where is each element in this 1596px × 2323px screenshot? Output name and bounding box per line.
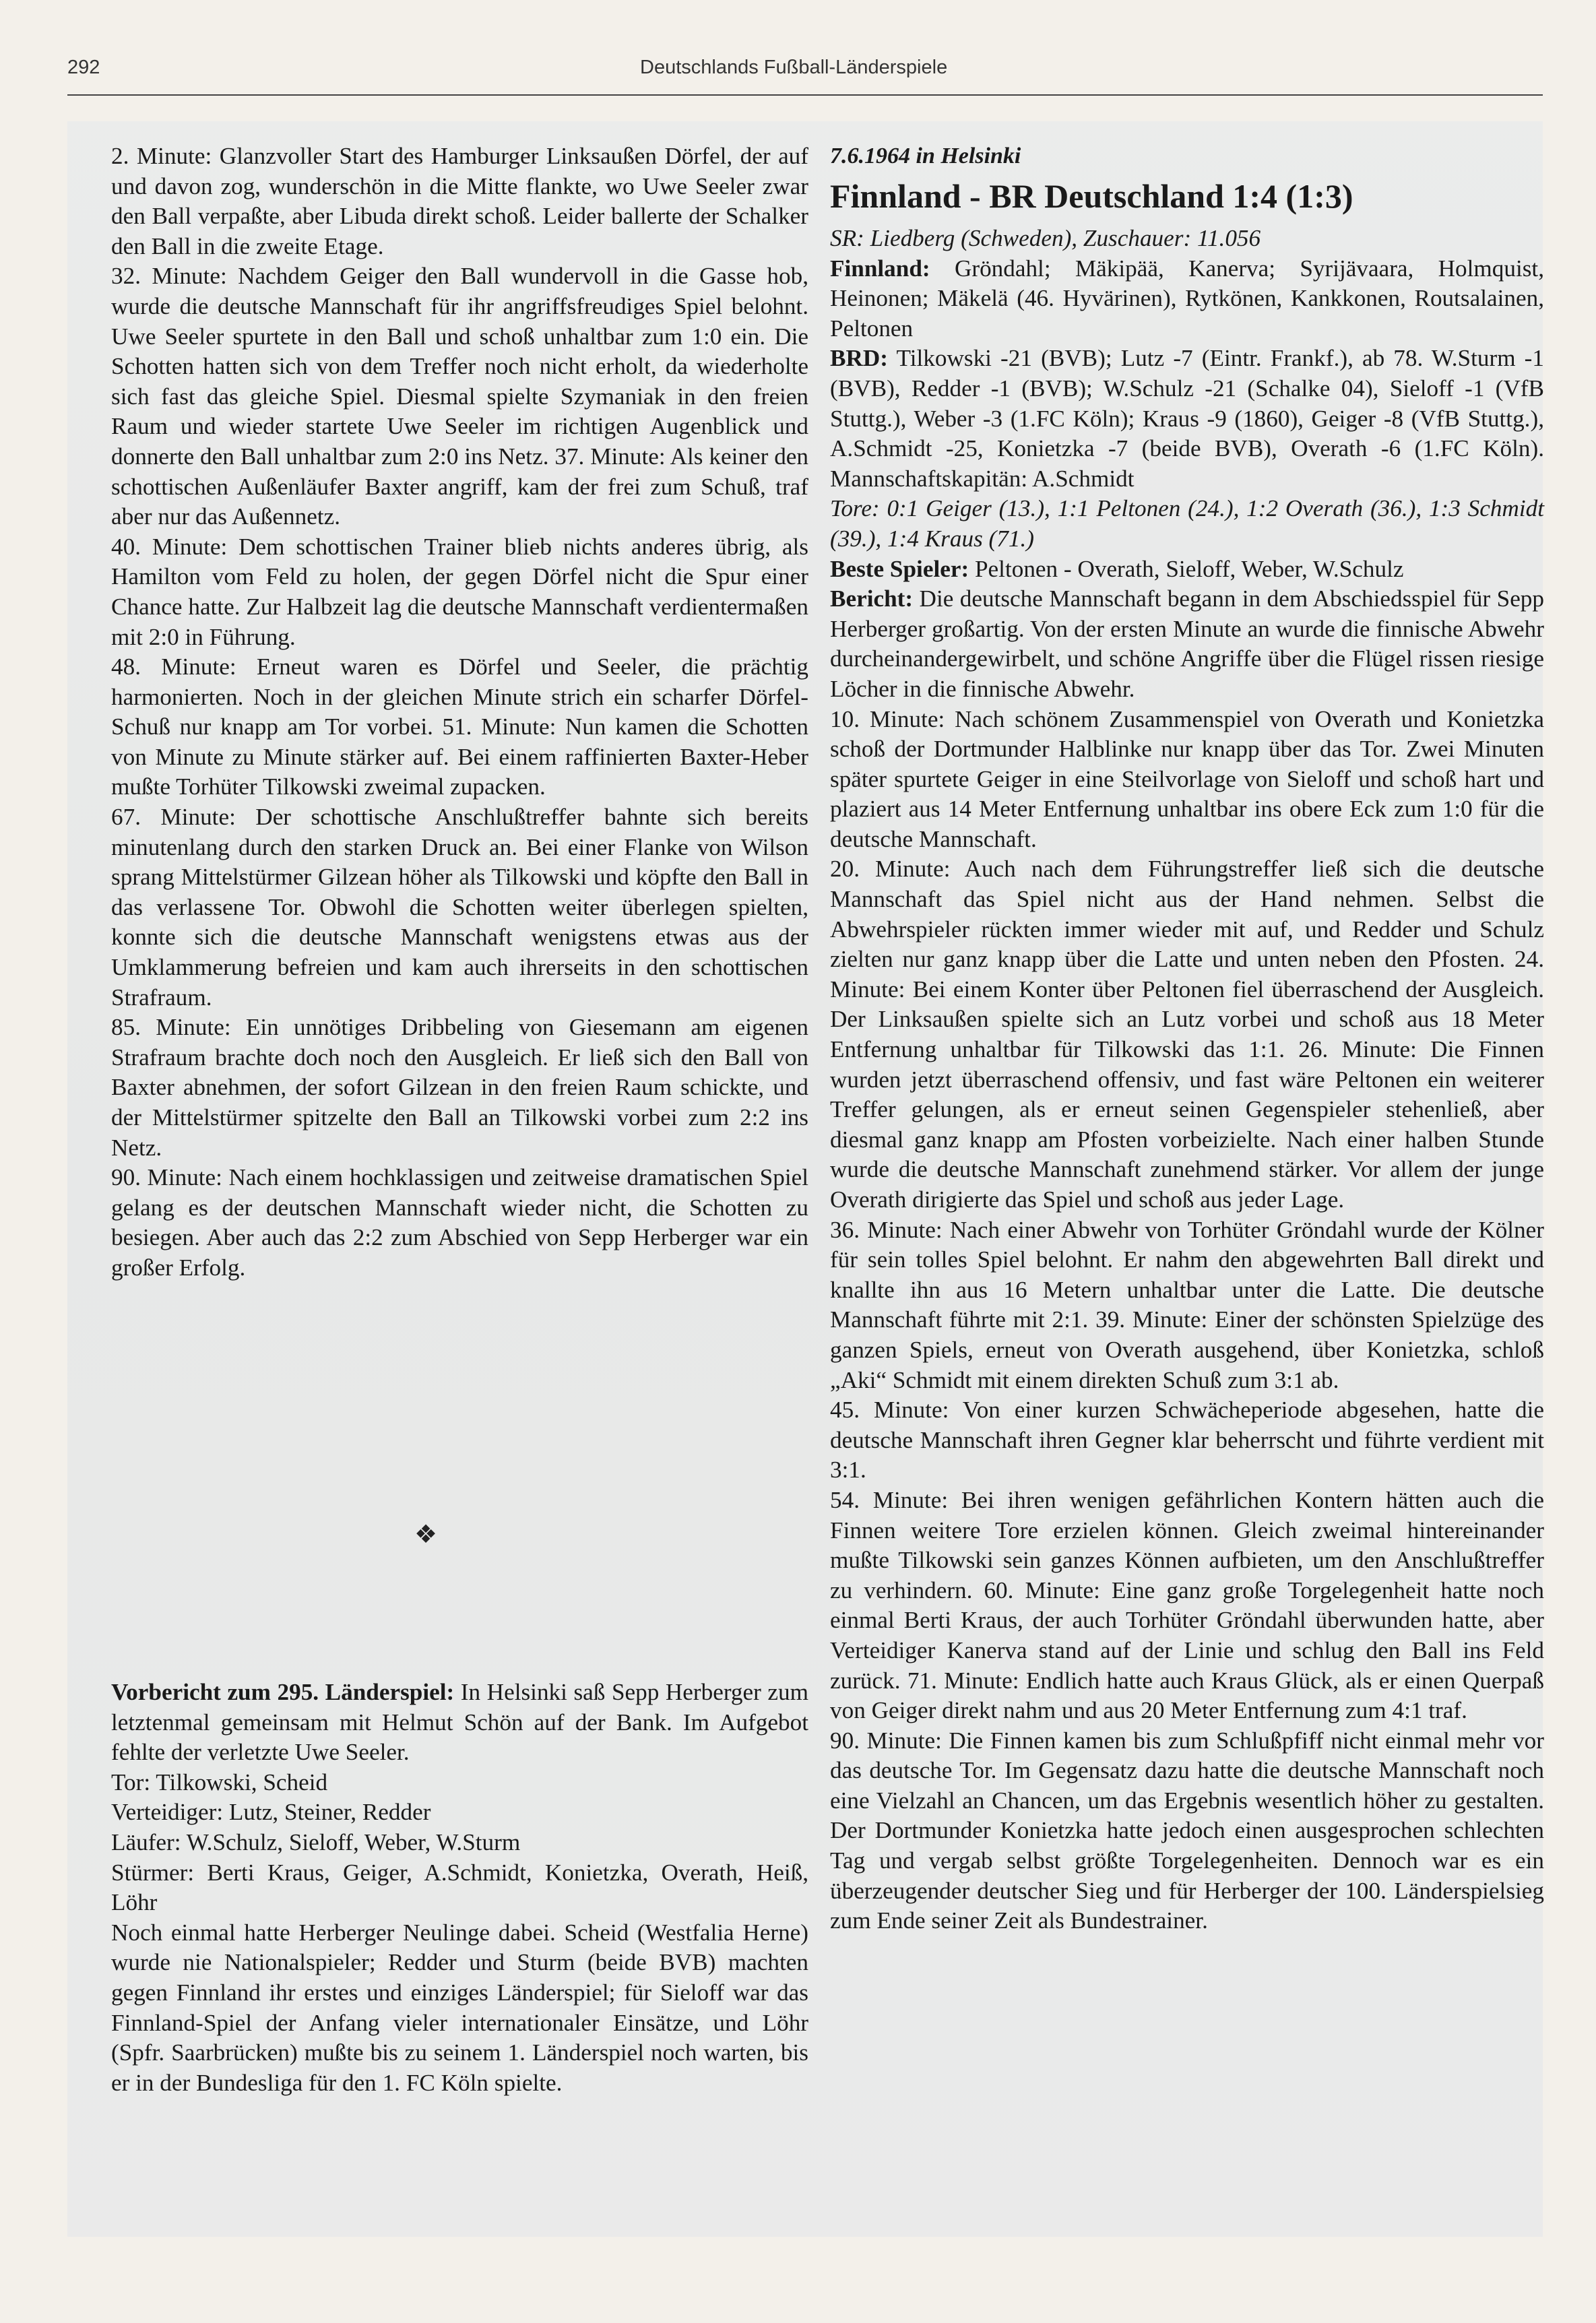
squad-line: Stürmer: Berti Kraus, Geiger, A.Schmidt, Konietzka, Overath, Heiß, Löhr xyxy=(111,1859,808,1916)
best-players-paragraph xyxy=(830,554,1544,585)
right-column xyxy=(830,141,1544,1936)
report-paragraph: 54. Minute: Bei ihren wenigen gefährlichen Kontern hätten auch die Finnen weitere Tore erzielen können. Gleich zweimal hintereinander mußte Tilkowski sein ganzes Können aufbieten, um den Anschlußtreffer zu verhindern. 60. Minute: Eine ganz große Torgelegenheit hatte noch einmal Berti Kraus, der auch Torhüter Gröndahl überwunden hatte, aber Verteidiger Kanerva stand auf der Linie und schlug den Ball ins Feld zurück. 71. Minute: Endlich hatte auch Kraus Glück, als er einen Querpaß von Geiger direkt nahm und aus 20 Meter Entfernung zum 4:1 traf. xyxy=(830,1486,1544,1724)
match-title: Finnland - BR Deutschland 1:4 (1:3) xyxy=(830,177,1353,215)
squad-line: Läufer: W.Schulz, Sieloff, Weber, W.Sturm xyxy=(111,1828,521,1855)
report-intro-paragraph xyxy=(830,584,1544,704)
running-title: Deutschlands Fußball-Länderspiele xyxy=(640,57,948,78)
brd-lineup: Tilkowski -21 (BVB); Lutz -7 (Eintr. Frankf.), ab 78. W.Sturm -1 (BVB), Redder -1 (BVB); W.Schulz -21 (Schalke 04), Sieloff -1 (VfB Stuttg.), Weber -3 (1.FC Köln); Kraus -9 (1860), Geiger -8 (VfB Stuttg.), A.Schmidt -25, Konietzka -7 (beide BVB), Overath -6 (1.FC Köln). Mannschaftskapitän: A.Schmidt xyxy=(830,345,1544,492)
left-paragraph: 48. Minute: Erneut waren es Dörfel und Seeler, die prächtig harmonierten. Noch in der gleichen Minute strich ein scharfer Dörfel-Schuß nur knapp am Tor vorbei. 51. Minute: Nun kamen die Schotten von Minute zu Minute stärker auf. Bei einem raffinierten Baxter-Heber mußte Torhüter Tilkowski zweimal zupacken. xyxy=(111,654,808,800)
report-paragraph: 45. Minute: Von einer kurzen Schwächeperiode abgesehen, hatte die deutsche Mannschaft ihren Gegner klar beherrscht und führte verdient mit 3:1. xyxy=(830,1397,1544,1484)
finland-lineup: Gröndahl; Mäkipää, Kanerva; Syrijävaara, Holmquist, Heinonen; Mäkelä (46. Hyvärinen), Rytkönen, Kankkonen, Routsalainen, Peltonen xyxy=(830,255,1545,342)
header-rule xyxy=(67,94,1543,96)
left-paragraph: 85. Minute: Ein unnötiges Dribbeling von Giesemann am eigenen Strafraum brachte doch noch den Ausgleich. Er ließ sich den Ball von Baxter abnehmen, der sofort Gilzean in den freien Raum schickte, und der Mittelstürmer spitzelte den Ball an Tilkowski vorbei zum 2:2 ins Netz. xyxy=(111,1014,808,1161)
report-intro: Die deutsche Mannschaft begann in dem Abschiedsspiel für Sepp Herberger großartig. Von der ersten Minute an wurde die finnische Abwehr durcheinandergewirbelt, und schöne Angriffe über die Flügel rissen riesige Löcher in die finnische Abwehr. xyxy=(830,585,1544,702)
finland-label: Finnland: xyxy=(830,255,930,282)
left-paragraph: 67. Minute: Der schottische Anschlußtreffer bahnte sich bereits minutenlang durch den starken Druck an. Bei einer Flanke von Wilson sprang Mittelstürmer Gilzean höher als Tilkowski und köpfte den Ball in das verlassene Tor. Obwohl die Schotten weiter überlegen spielten, konnte sich die deutsche Mannschaft wenigstens etwas aus der Umklammerung befreien und kam auch ihrerseits in den schottischen Strafraum. xyxy=(111,804,808,1011)
page-header xyxy=(67,57,1543,97)
brd-label: BRD: xyxy=(830,345,889,372)
squad-line: Verteidiger: Lutz, Steiner, Redder xyxy=(111,1799,431,1826)
left-paragraph: 2. Minute: Glanzvoller Start des Hamburger Linksaußen Dörfel, der auf und davon zog, wunderschön in die Mitte flankte, wo Uwe Seeler zwar den Ball verpaßte, aber Libuda direkt schoß. Leider ballerte der Schalker den Ball in die zweite Etage. xyxy=(111,143,808,259)
report-paragraph: 90. Minute: Die Finnen kamen bis zum Schlußpfiff nicht einmal mehr vor das deutsche Tor. Im Gegensatz dazu hatte die deutsche Mannschaft noch eine Vielzahl an Chancen, um das Ergebnis wesentlich höher zu gestalten. Der Dortmunder Konietzka hatte jedoch einen ausgesprochen schlechten Tag und vergab selbst größte Torgelegenheiten. Dennoch war es ein überzeugender deutscher Sieg und für Herberger der 100. Länderspielsieg zum Ende seiner Zeit als Bundestrainer. xyxy=(830,1727,1544,1934)
brd-lineup-paragraph xyxy=(830,344,1544,494)
squad-line: Tor: Tilkowski, Scheid xyxy=(111,1769,328,1795)
report-paragraph: 36. Minute: Nach einer Abwehr von Torhüter Gröndahl wurde der Kölner für sein tolles Spiel belohnt. Er nahm den abgewehrten Ball direkt und knallte ihn aus 16 Metern unhaltbar unter die Latte. Die deutsche Mannschaft führte mit 2:1. 39. Minute: Einer der schönsten Spielzüge des ganzen Spiels, erneut von Overath ausgehend, über Konietzka, schloß „Aki“ Schmidt mit einem direkten Schuß zum 3:1 ab. xyxy=(830,1216,1544,1393)
goals-line: Tore: 0:1 Geiger (13.), 1:1 Peltonen (24.), 1:2 Overath (36.), 1:3 Schmidt (39.), 1:4 Kraus (71.) xyxy=(830,495,1544,552)
left-column xyxy=(111,141,808,1283)
preview-intro-paragraph xyxy=(111,1678,808,1768)
preview-section xyxy=(111,1678,808,2098)
report-label: Bericht: xyxy=(830,585,914,612)
report-paragraph: 10. Minute: Nach schönem Zusammenspiel von Overath und Konietzka schoß der Dortmunder Halblinke nur knapp über das Tor. Zwei Minuten später spurtete Geiger in eine Steilvorlage von Sieloff und schoß hart und plaziert aus 14 Meter Entfernung unhaltbar ins obere Eck zum 1:0 für die deutsche Mannschaft. xyxy=(830,705,1544,852)
preview-closing: Noch einmal hatte Herberger Neulinge dabei. Scheid (Westfalia Herne) wurde nie Nationalspieler; Redder und Sturm (beide BVB) machten gegen Finnland ihr erstes und einziges Länderspiel; für Sieloff war das Finnland-Spiel der Anfang vieler internationaler Einsätze, und Löhr (Spfr. Saarbrücken) mußte bis zu seinem 1. Länderspiel noch warten, bis er in der Bundesliga für den 1. FC Köln spielte. xyxy=(111,1919,808,2096)
finland-lineup-paragraph xyxy=(830,254,1544,344)
best-players: Peltonen - Overath, Sieloff, Weber, W.Schulz xyxy=(974,555,1404,582)
match-date-place: 7.6.1964 in Helsinki xyxy=(830,144,1021,168)
best-players-label: Beste Spieler: xyxy=(830,555,969,582)
preview-heading: Vorbericht zum 295. Länderspiel: xyxy=(111,1679,455,1705)
page-number: 292 xyxy=(67,57,100,78)
report-paragraph: 20. Minute: Auch nach dem Führungstreffer ließ sich die deutsche Mannschaft das Spiel nicht aus der Hand nehmen. Selbst die Abwehrspieler rückten immer wieder mit auf, und Redder und Schulz zielten nur ganz knapp über die Latte und unten neben den Pfosten. 24. Minute: Bei einem Konter über Peltonen fiel überraschend der Ausgleich. Der Linksaußen spielte sich an Lutz vorbei und schoß aus 18 Meter Entfernung unhaltbar für Tilkowski das 1:1. 26. Minute: Die Finnen wurden jetzt überraschend offensiv, und fast wäre Peltonen ein weiterer Treffer gelungen, als er erneut seinen Gegenspieler stehenließ, aber diesmal ganz knapp am Pfosten vorbeizielte. Nach einer halben Stunde wurde die deutsche Mannschaft zunehmend stärker. Vor allem der junge Overath dirigierte das Spiel und schoß aus jeder Lage. xyxy=(830,856,1544,1213)
referee-line: SR: Liedberg (Schweden), Zuschauer: 11.056 xyxy=(830,225,1261,251)
left-paragraph: 90. Minute: Nach einem hochklassigen und zeitweise dramatischen Spiel gelang es der deutschen Mannschaft wieder nicht, die Schotten zu besiegen. Aber auch das 2:2 zum Abschied von Sepp Herberger war ein großer Erfolg. xyxy=(111,1164,808,1281)
left-paragraph: 40. Minute: Dem schottischen Trainer blieb nichts anderes übrig, als Hamilton vom Feld zu holen, der gegen Dörfel nicht die Spur einer Chance hatte. Zur Halbzeit lag die deutsche Mannschaft verdientermaßen mit 2:0 in Führung. xyxy=(111,533,808,650)
preview-intro: In Helsinki saß Sepp Herberger zum letztenmal gemeinsam mit Helmut Schön auf der Bank. Im Aufgebot fehlte der verletzte Uwe Seeler. xyxy=(111,1679,808,1766)
section-ornament: ❖ xyxy=(414,1521,438,1549)
left-paragraph: 32. Minute: Nachdem Geiger den Ball wundervoll in die Gasse hob, wurde die deutsche Mannschaft für ihr angriffsfreudiges Spiel belohnt. Uwe Seeler spurtete in den Ball und schoß unhaltbar zum 1:0 ein. Die Schotten hatten sich von dem Treffer noch nicht erholt, da wiederholte sich fast das gleiche Spiel. Diesmal spielte Szymaniak in den freien Raum und wieder startete Uwe Seeler im richtigen Augenblick und donnerte den Ball unhaltbar zum 2:0 ins Netz. 37. Minute: Als keiner den schottischen Außenläufer Baxter angriff, kam der frei zum Schuß, traf aber nur das Außennetz. xyxy=(111,263,808,530)
